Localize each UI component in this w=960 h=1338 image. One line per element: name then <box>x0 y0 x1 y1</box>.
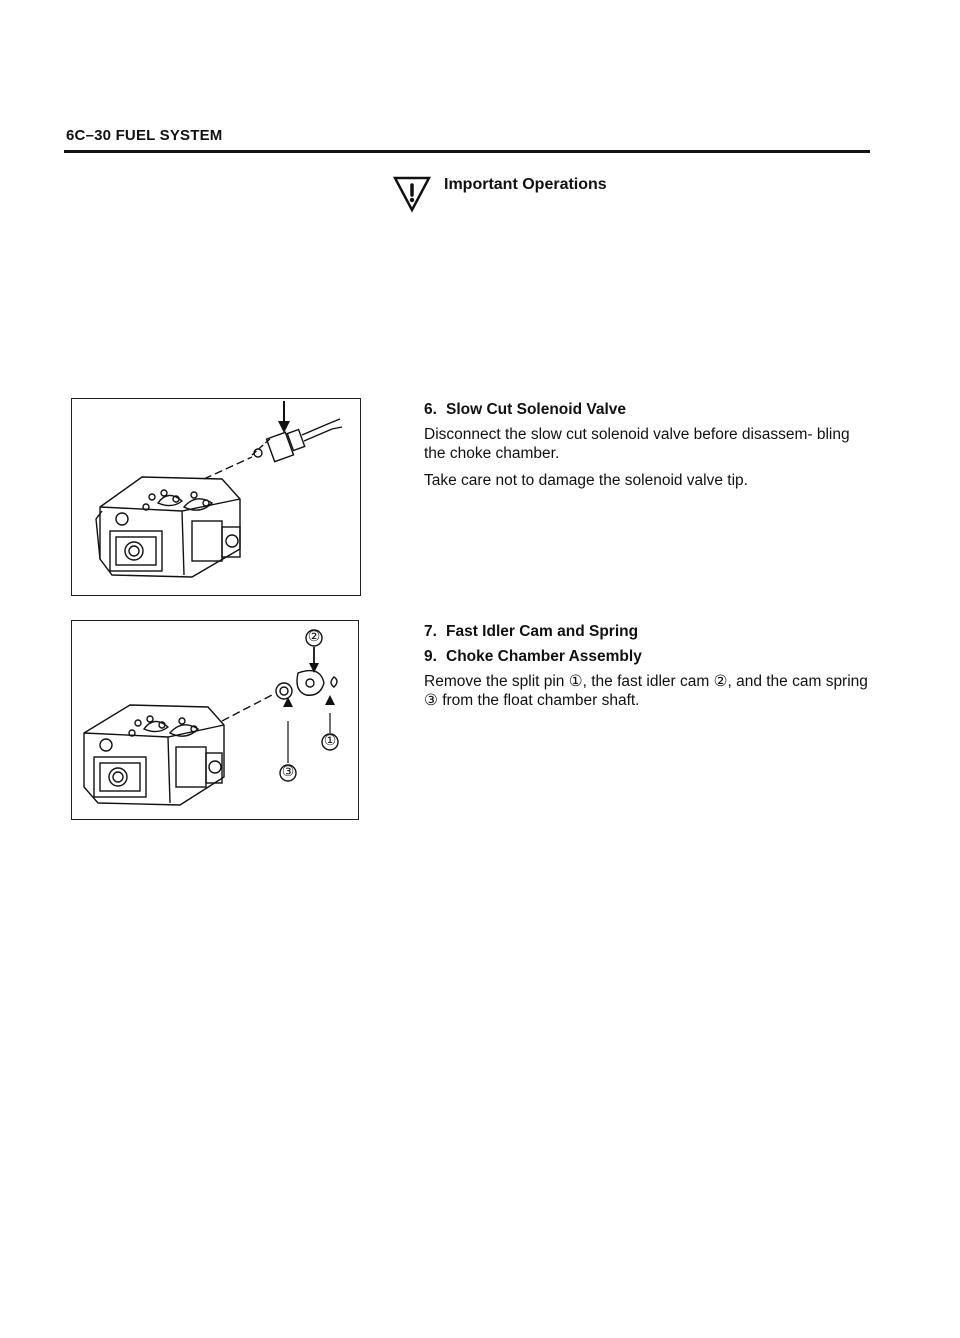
step-label: Fast Idler Cam and Spring <box>446 623 639 640</box>
section-slow-cut-solenoid <box>424 400 874 498</box>
step-heading <box>424 647 874 666</box>
section-fast-idler-cam <box>424 622 874 718</box>
step-label: Slow Cut Solenoid Valve <box>446 401 627 418</box>
step-heading <box>424 622 874 641</box>
carburetor-solenoid-illustration <box>72 399 360 595</box>
carburetor-idler-cam-illustration <box>72 621 358 819</box>
step-label: Choke Chamber Assembly <box>446 648 642 665</box>
important-operations-label: Important Operations <box>444 176 607 193</box>
important-operations-notice <box>392 172 712 216</box>
header-rule <box>64 150 870 153</box>
callout-3: ③ <box>281 763 295 779</box>
instruction-paragraph: Remove the split pin ①, the fast idler cam ②, and the cam spring ③ from the float chamber shaft. <box>424 673 868 709</box>
step-number: 7. <box>424 623 437 640</box>
instruction-paragraph: Disconnect the slow cut solenoid valve before disassem- bling the choke chamber. <box>424 426 850 462</box>
figure-slow-cut-solenoid-valve <box>71 398 361 596</box>
instruction-paragraph: Take care not to damage the solenoid valve tip. <box>424 472 748 489</box>
page-header-title: 6C–30 FUEL SYSTEM <box>66 127 223 144</box>
step-number: 6. <box>424 401 437 418</box>
warning-triangle-icon <box>392 174 432 214</box>
step-heading <box>424 400 874 419</box>
figure-fast-idler-cam <box>71 620 359 820</box>
step-number: 9. <box>424 648 437 665</box>
callout-2: ② <box>307 628 321 644</box>
callout-1: ① <box>323 732 337 748</box>
